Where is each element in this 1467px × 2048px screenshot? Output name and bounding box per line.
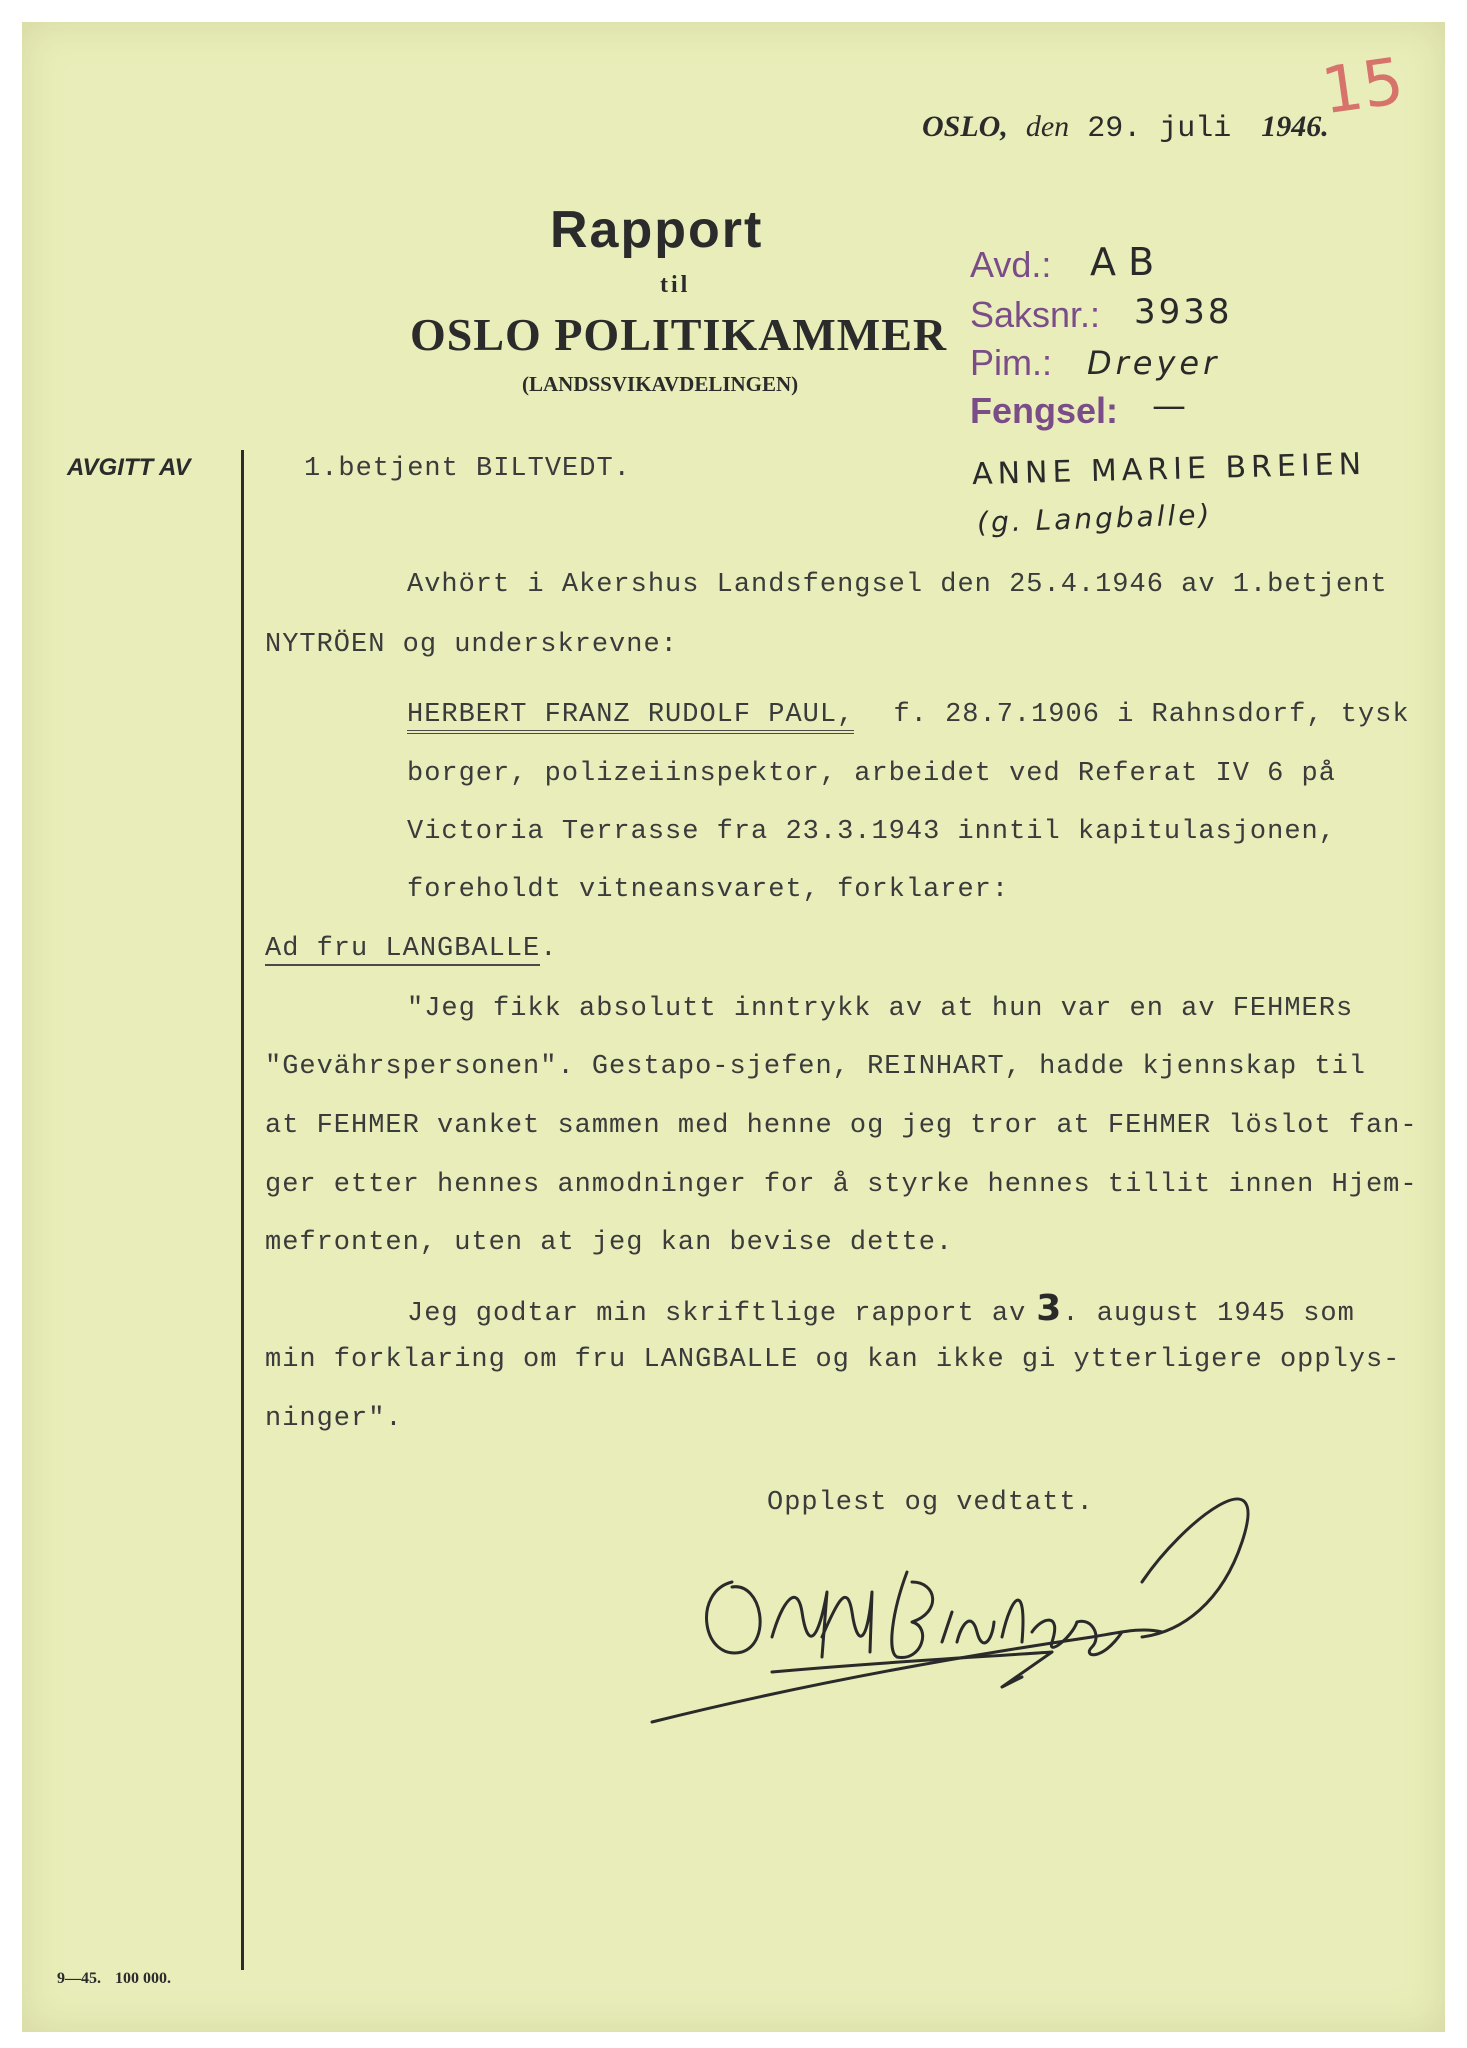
body-line [407, 1288, 1355, 1329]
body-line: min forklaring om fru LANGBALLE og kan ikke gi ytterligere opplys- [265, 1345, 1401, 1375]
document-page [22, 22, 1445, 2032]
date-den: den [1025, 110, 1070, 143]
signature [622, 1462, 1262, 1762]
body-line: Avhört i Akershus Landsfengsel den 25.4.1946 av 1.betjent [407, 570, 1388, 600]
date-month: juli [1159, 112, 1232, 146]
body-line: Victoria Terrasse fra 23.3.1943 inntil kapitulasjonen, [407, 817, 1336, 847]
body-fragment: Jeg godtar min skriftlige rapport av [407, 1299, 1027, 1329]
print-code-run: 100 000. [115, 1970, 171, 1987]
stamp-avd-label: Avd.: [970, 244, 1052, 285]
ad-heading-period: . [540, 934, 558, 964]
subject-name: ANNE MARIE BREIEN [971, 446, 1367, 493]
date-city: OSLO, [922, 110, 1008, 143]
page-number: 15 [1317, 44, 1409, 130]
date-line [922, 110, 1329, 146]
print-code-date: 9—45. [57, 1970, 101, 1987]
body-line: ger etter hennes anmodninger for å styrke hennes tillit innen Hjem- [265, 1170, 1418, 1200]
avgitt-av-label: AVGITT AV [67, 454, 191, 481]
body-line: mefronten, uten at jeg kan bevise dette. [265, 1228, 954, 1258]
report-title: Rapport [550, 201, 764, 259]
stamp-pim-label: Pim.: [970, 342, 1053, 383]
print-code [57, 1970, 171, 1988]
body-line: at FEHMER vanket sammen med henne og jeg tror at FEHMER löslot fan- [265, 1111, 1418, 1141]
til-word: til [660, 272, 691, 298]
stamp-saksnr-value: 3938 [1134, 292, 1233, 332]
stamp-fengsel-label: Fengsel: [970, 390, 1119, 431]
witness-name: HERBERT FRANZ RUDOLF PAUL, [407, 700, 854, 734]
body-line: "Gevährspersonen". Gestapo-sjefen, REINHART, hadde kjennskap til [265, 1052, 1366, 1082]
ad-heading [265, 934, 557, 964]
ad-heading-text: Ad fru LANGBALLE [265, 934, 541, 964]
date-year: 1946. [1261, 110, 1329, 143]
margin-rule [241, 450, 244, 1970]
stamp-fengsel-value: — [1152, 386, 1186, 426]
closing-line: Opplest og vedtatt. [767, 1488, 1094, 1518]
dept-name: (LANDSSVIKAVDELINGEN) [522, 372, 799, 396]
witness-birth: f. 28.7.1906 i Rahnsdorf, tysk [893, 700, 1410, 730]
body-line: borger, polizeiinspektor, arbeidet ved Referat IV 6 på [407, 759, 1336, 789]
witness-line [407, 700, 1410, 730]
body-line: NYTRÖEN og underskrevne: [265, 630, 678, 660]
body-fragment: . august 1945 som [1062, 1299, 1355, 1329]
handwritten-day: 3 [1036, 1288, 1063, 1329]
body-line: ninger". [265, 1404, 403, 1434]
org-name: OSLO POLITIKAMMER [410, 309, 948, 360]
body-line: "Jeg fikk absolutt inntrykk av at hun var en av FEHMERs [407, 994, 1354, 1024]
stamp-pim-value: Dreyer [1087, 344, 1221, 382]
avgitt-av-value: 1.betjent BILTVEDT. [304, 454, 631, 484]
body-line: foreholdt vitneansvaret, forklarer: [407, 875, 1010, 905]
stamp-saksnr-label: Saksnr.: [970, 294, 1101, 335]
stamp-avd-value: A B [1090, 240, 1155, 284]
date-day: 29. [1087, 112, 1142, 146]
subject-married-name: (g. Langballe) [976, 497, 1213, 540]
